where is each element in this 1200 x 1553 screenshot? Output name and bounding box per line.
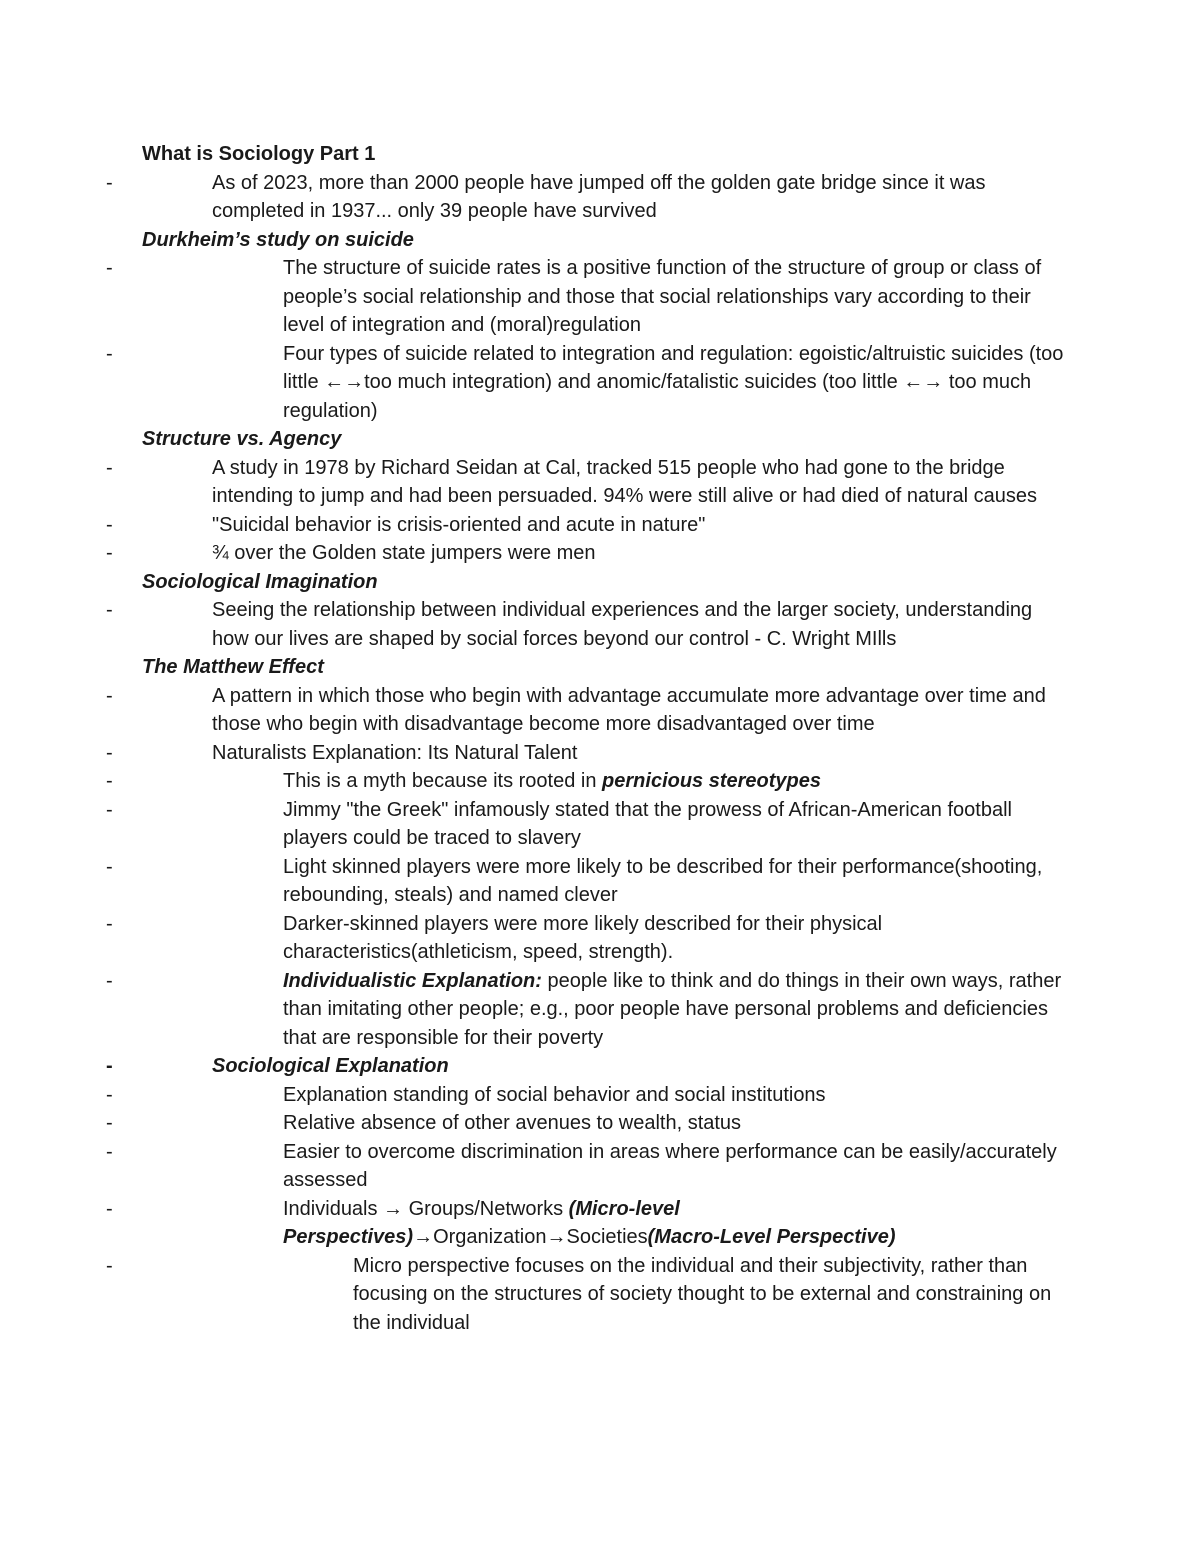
- bullet-dash: -: [106, 770, 113, 792]
- bullet-dash: -: [106, 171, 113, 194]
- bullet-dash: -: [106, 798, 113, 821]
- durkheim-list: [106, 254, 1072, 425]
- section-heading-matthew: The Matthew Effect: [142, 656, 324, 678]
- emphasis-text: Sociological Explanation: [212, 1055, 449, 1077]
- section-heading-structure: Structure vs. Agency: [142, 428, 342, 450]
- list-item: - As of 2023, more than 2000 people have jumped off the golden gate bridge since it was completed in 1937... only 39 people have survived: [142, 169, 1072, 226]
- matthew-list: [106, 682, 1072, 1338]
- list-item: - Seeing the relationship between individual experiences and the larger society, understanding how our lives are shaped by social forces beyond our control - C. Wright MIlls: [142, 596, 1072, 653]
- list-item: - Light skinned players were more likely to be described for their performance(shooting, rebounding, steals) and named clever: [142, 853, 1072, 910]
- list-item: - Darker-skinned players were more likely described for their physical characteristics(athleticism, speed, strength).: [142, 910, 1072, 967]
- emphasis-text: (Macro-Level Perspective): [647, 1226, 896, 1248]
- bullet-dash: -: [106, 342, 113, 365]
- emphasis-text: pernicious stereotypes: [602, 770, 822, 792]
- list-item: - Explanation standing of social behavior and social institutions: [142, 1081, 1072, 1110]
- page-title: What is Sociology Part 1: [142, 143, 376, 165]
- document-body: [106, 140, 1072, 1337]
- bullet-dash: -: [106, 1055, 113, 1077]
- list-item: - Individuals → Groups/Networks (Micro-level Perspectives)→Organization→Societies(Macro-Level Perspective): [142, 1195, 1072, 1252]
- emphasis-text: (Micro-level Perspectives): [283, 1197, 680, 1248]
- bullet-dash: -: [106, 513, 113, 536]
- list-item: - Naturalists Explanation: Its Natural Talent: [142, 739, 1072, 768]
- imagination-list: [106, 596, 1072, 653]
- list-item: - A study in 1978 by Richard Seidan at Cal, tracked 515 people who had gone to the bridge intending to jump and had been persuaded. 94% were still alive or had died of natural causes: [142, 454, 1072, 511]
- list-item: - Micro perspective focuses on the individual and their subjectivity, rather than focusing on the structures of society thought to be external and constraining on the individual: [142, 1252, 1072, 1338]
- bullet-dash: -: [106, 257, 113, 279]
- bullet-dash: -: [106, 1112, 113, 1134]
- bullet-dash: -: [106, 912, 113, 935]
- emphasis-text: Individualistic Explanation:: [283, 969, 542, 992]
- bullet-dash: -: [106, 741, 113, 764]
- list-item: - Individualistic Explanation: people like to think and do things in their own ways, rather than imitating other people; e.g., poor people have personal problems and deficiencies that are responsible for their poverty: [142, 967, 1072, 1053]
- section-heading-imagination: Sociological Imagination: [142, 570, 378, 593]
- section-heading-durkheim: Durkheim’s study on suicide: [142, 228, 414, 251]
- list-item: - Jimmy "the Greek" infamously stated that the prowess of African-American football players could be traced to slavery: [142, 796, 1072, 853]
- bullet-dash: -: [106, 855, 113, 878]
- list-item: - Four types of suicide related to integration and regulation: egoistic/altruistic suicides (too little ←→too much integration) and anomic/fatalistic suicides (too little ←→ too much regulation): [142, 340, 1072, 426]
- list-item: - A pattern in which those who begin with advantage accumulate more advantage over time and those who begin with disadvantage become more disadvantaged over time: [142, 682, 1072, 739]
- bullet-dash: -: [106, 1254, 113, 1277]
- list-item: [106, 1052, 1072, 1081]
- list-item: - Relative absence of other avenues to wealth, status: [142, 1109, 1072, 1138]
- bullet-dash: -: [106, 1083, 113, 1106]
- list-item: - Easier to overcome discrimination in areas where performance can be easily/accurately assessed: [142, 1138, 1072, 1195]
- bullet-dash: -: [106, 1140, 113, 1163]
- bullet-dash: -: [106, 969, 113, 992]
- bullet-dash: -: [106, 542, 113, 564]
- bullet-dash: -: [106, 456, 113, 479]
- structure-list: [106, 454, 1072, 568]
- list-item: - This is a myth because its rooted in pernicious stereotypes: [142, 767, 1072, 796]
- list-item: - ¾ over the Golden state jumpers were men: [142, 539, 1072, 568]
- list-item: - "Suicidal behavior is crisis-oriented and acute in nature": [142, 511, 1072, 540]
- bullet-dash: -: [106, 599, 113, 621]
- list-item: - The structure of suicide rates is a positive function of the structure of group or class of people’s social relationship and those that social relationships vary according to their level of integration and (moral)regulation: [142, 254, 1072, 340]
- bullet-dash: -: [106, 1197, 113, 1220]
- intro-list: [106, 169, 1072, 226]
- bullet-dash: -: [106, 684, 113, 707]
